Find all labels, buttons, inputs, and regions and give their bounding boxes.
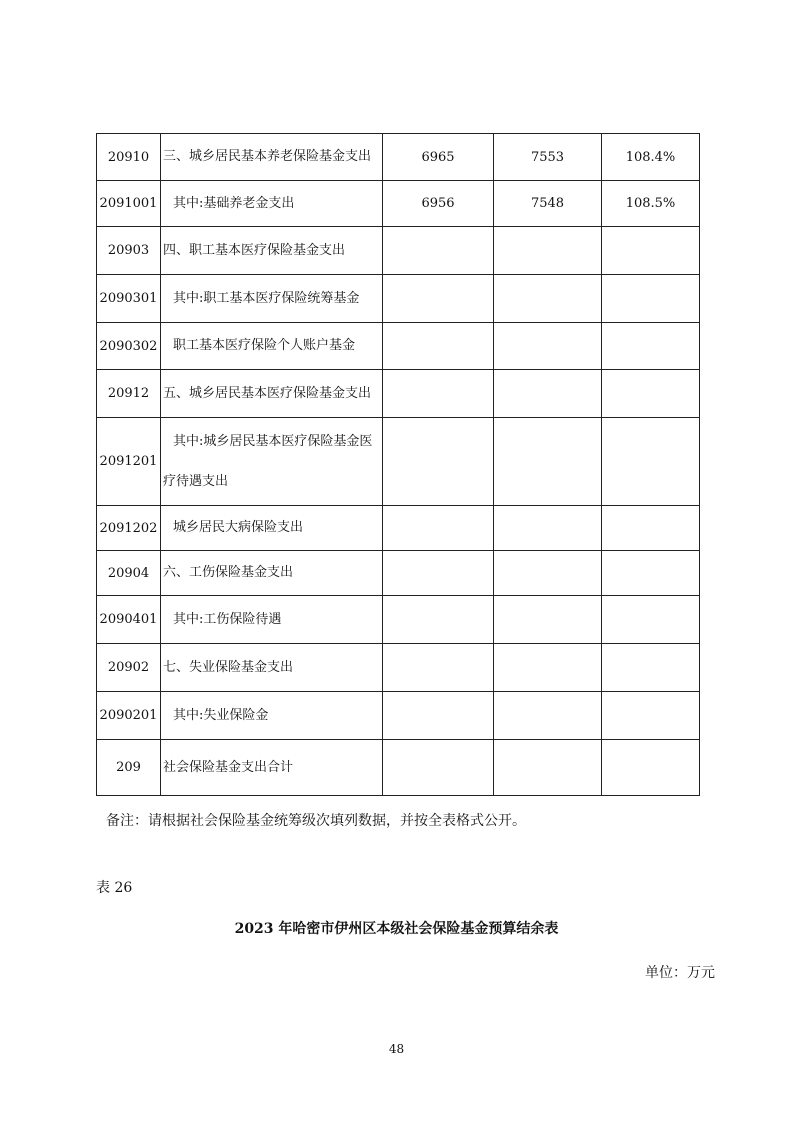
subject-code: 2090401 <box>97 596 161 644</box>
budget-ratio <box>602 740 700 796</box>
budget-ratio <box>602 596 700 644</box>
budget-value-prev <box>383 506 494 551</box>
budget-expenditure-table <box>96 133 700 796</box>
subject-code: 209 <box>97 740 161 796</box>
budget-value-current <box>494 418 602 506</box>
table-row <box>97 506 700 551</box>
subject-name: 其中:工伤保险待遇 <box>161 596 383 644</box>
subject-name: 社会保险基金支出合计 <box>161 740 383 796</box>
budget-ratio <box>602 370 700 418</box>
table-row <box>97 740 700 796</box>
subject-code: 2091202 <box>97 506 161 551</box>
subject-name-line: 其中:城乡居民基本医疗保险基金医 <box>173 433 373 449</box>
budget-ratio <box>602 275 700 323</box>
subject-name: 四、职工基本医疗保险基金支出 <box>161 227 383 275</box>
budget-ratio: 108.5% <box>602 181 700 227</box>
budget-ratio <box>602 323 700 370</box>
unit-label: 单位：万元 <box>645 965 715 981</box>
budget-value-prev <box>383 323 494 370</box>
budget-value-current <box>494 551 602 596</box>
budget-ratio <box>602 418 700 506</box>
budget-ratio <box>602 227 700 275</box>
table-row <box>97 644 700 692</box>
budget-value-current <box>494 692 602 740</box>
budget-value-current: 7548 <box>494 181 602 227</box>
next-table-title: 2023 年哈密市伊州区本级社会保险基金预算结余表 <box>234 921 559 937</box>
subject-code: 2091001 <box>97 181 161 227</box>
subject-name: 七、失业保险基金支出 <box>161 644 383 692</box>
subject-name: 五、城乡居民基本医疗保险基金支出 <box>161 370 383 418</box>
budget-value-prev <box>383 551 494 596</box>
subject-code: 2090302 <box>97 323 161 370</box>
table-row <box>97 418 700 506</box>
budget-value-current <box>494 740 602 796</box>
table-row <box>97 181 700 227</box>
subject-code: 2091201 <box>97 418 161 506</box>
subject-name: 其中:基础养老金支出 <box>161 181 383 227</box>
budget-value-prev <box>383 227 494 275</box>
subject-code: 20912 <box>97 370 161 418</box>
subject-code: 20902 <box>97 644 161 692</box>
subject-name-line: 疗待遇支出 <box>163 473 229 489</box>
budget-ratio <box>602 506 700 551</box>
subject-name: 职工基本医疗保险个人账户基金 <box>161 323 383 370</box>
table-row <box>97 134 700 181</box>
subject-name: 三、城乡居民基本养老保险基金支出 <box>161 134 383 181</box>
table-row <box>97 692 700 740</box>
table-row <box>97 275 700 323</box>
budget-ratio: 108.4% <box>602 134 700 181</box>
subject-name: 六、工伤保险基金支出 <box>161 551 383 596</box>
page-number: 48 <box>388 1042 405 1056</box>
subject-code: 20903 <box>97 227 161 275</box>
budget-value-current <box>494 227 602 275</box>
budget-value-prev <box>383 370 494 418</box>
budget-value-prev <box>383 692 494 740</box>
budget-value-current <box>494 323 602 370</box>
budget-value-current <box>494 275 602 323</box>
budget-value-current: 7553 <box>494 134 602 181</box>
budget-value-prev <box>383 275 494 323</box>
table-row <box>97 596 700 644</box>
table-row <box>97 323 700 370</box>
table-row <box>97 551 700 596</box>
budget-value-current <box>494 506 602 551</box>
subject-name: 其中:失业保险金 <box>161 692 383 740</box>
budget-value-current <box>494 644 602 692</box>
budget-value-prev: 6956 <box>383 181 494 227</box>
table-row <box>97 370 700 418</box>
budget-value-prev <box>383 418 494 506</box>
subject-name <box>161 418 383 506</box>
subject-name: 城乡居民大病保险支出 <box>161 506 383 551</box>
budget-value-current <box>494 370 602 418</box>
budget-ratio <box>602 551 700 596</box>
table-row <box>97 227 700 275</box>
subject-code: 20904 <box>97 551 161 596</box>
budget-value-prev: 6965 <box>383 134 494 181</box>
budget-value-prev <box>383 740 494 796</box>
budget-value-prev <box>383 644 494 692</box>
subject-code: 2090301 <box>97 275 161 323</box>
table-note: 备注：请根据社会保险基金统筹级次填列数据，并按全表格式公开。 <box>106 813 526 829</box>
budget-ratio <box>602 644 700 692</box>
budget-value-current <box>494 596 602 644</box>
budget-ratio <box>602 692 700 740</box>
subject-code: 20910 <box>97 134 161 181</box>
budget-value-prev <box>383 596 494 644</box>
subject-code: 2090201 <box>97 692 161 740</box>
subject-name: 其中:职工基本医疗保险统筹基金 <box>161 275 383 323</box>
table-label: 表 26 <box>96 880 133 896</box>
